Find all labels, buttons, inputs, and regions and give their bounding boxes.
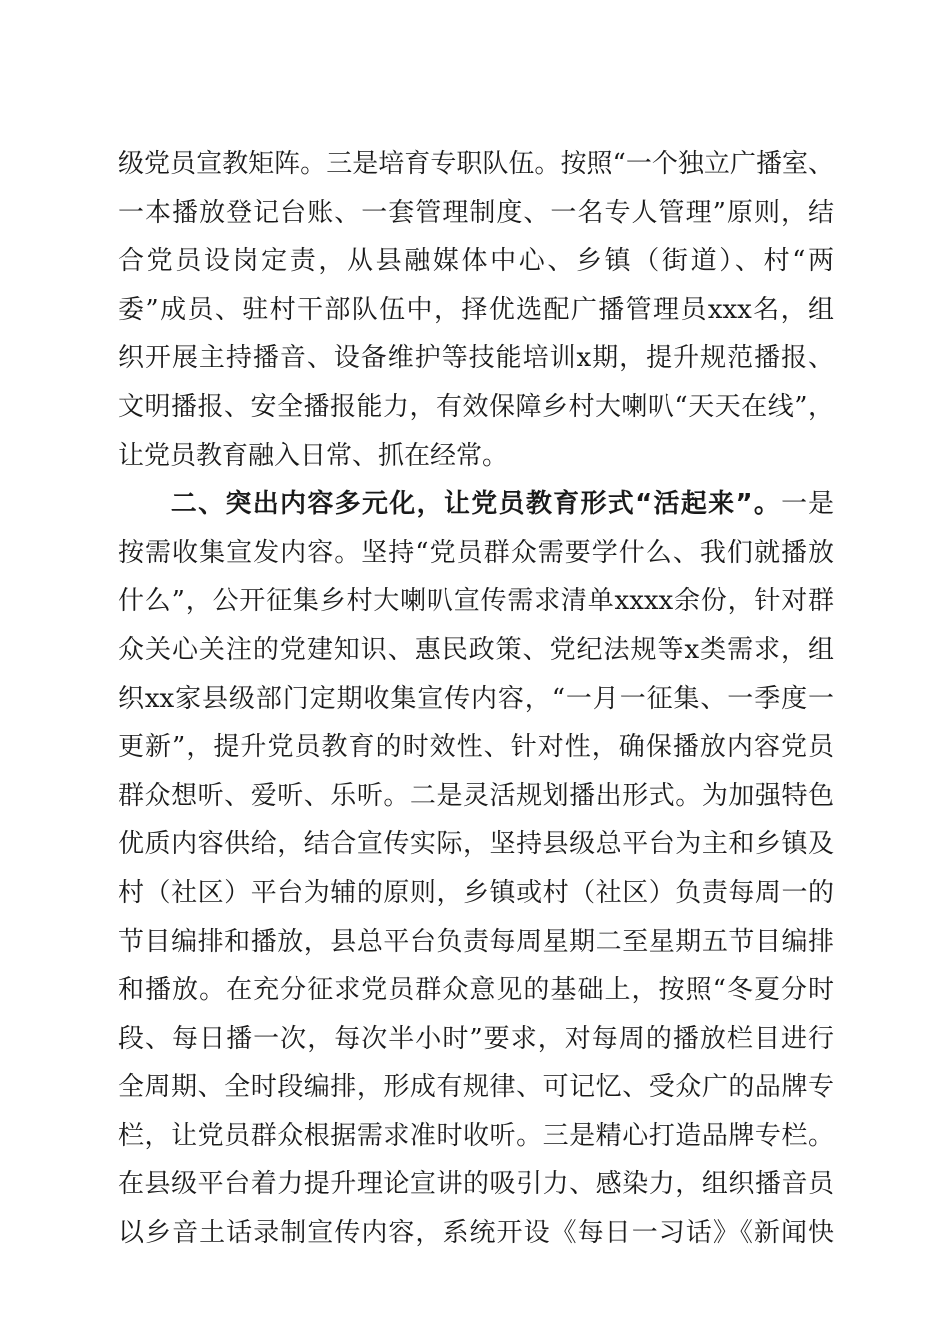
text-line: 村（社区）平台为辅的原则，乡镇或村（社区）负责每周一的 [118, 877, 834, 908]
text-line: 一本播放登记台账、一套管理制度、一名专人管理”原则，结 [118, 197, 834, 228]
section-heading-line [118, 480, 834, 529]
text-line: 栏，让党员群众根据需求准时收听。三是精心打造品牌专栏。 [118, 1120, 834, 1151]
text-line: 织开展主持播音、设备维护等技能培训x期，提升规范播报、 [118, 343, 834, 374]
text-line: 全周期、全时段编排，形成有规律、可记忆、受众广的品牌专 [118, 1072, 834, 1103]
text-line: 以乡音土话录制宣传内容，系统开设《每日一习话》《新闻快 [118, 1218, 834, 1249]
text-line: 级党员宣教矩阵。三是培育专职队伍。按照“一个独立广播室、 [118, 149, 834, 179]
text-line: 让党员教育融入日常、抓在经常。 [118, 440, 509, 471]
text-line: 优质内容供给，结合宣传实际，坚持县级总平台为主和乡镇及 [118, 829, 834, 860]
text-line: 和播放。在充分征求党员群众意见的基础上，按照“冬夏分时 [118, 975, 834, 1006]
section-heading: 二、突出内容多元化，让党员教育形式“活起来”。 [170, 489, 782, 520]
text-line: 织xx家县级部门定期收集宣传内容，“一月一征集、一季度一 [118, 683, 834, 714]
paragraph-2 [118, 480, 834, 1258]
heading-tail-text: 一是 [781, 489, 834, 520]
document-body [118, 140, 834, 1258]
text-line: 段、每日播一次，每次半小时”要求，对每周的播放栏目进行 [118, 1023, 834, 1054]
text-line: 委”成员、驻村干部队伍中，择优选配广播管理员xxx名，组 [118, 294, 834, 325]
paragraph-1 [118, 140, 834, 480]
text-line: 什么”，公开征集乡村大喇叭宣传需求清单xxxx余份，针对群 [118, 586, 834, 617]
text-line: 群众想听、爱听、乐听。二是灵活规划播出形式。为加强特色 [118, 780, 834, 811]
text-line: 按需收集宣发内容。坚持“党员群众需要学什么、我们就播放 [118, 537, 834, 568]
text-line: 更新”，提升党员教育的时效性、针对性，确保播放内容党员 [118, 732, 834, 763]
text-line: 合党员设岗定责，从县融媒体中心、乡镇（街道）、村“两 [118, 246, 834, 277]
text-line: 节目编排和播放，县总平台负责每周星期二至星期五节目编排 [118, 926, 834, 957]
text-line: 在县级平台着力提升理论宣讲的吸引力、感染力，组织播音员 [118, 1169, 834, 1200]
text-line: 文明播报、安全播报能力，有效保障乡村大喇叭“天天在线”， [118, 391, 834, 422]
text-line: 众关心关注的党建知识、惠民政策、党纪法规等x类需求，组 [118, 634, 834, 665]
